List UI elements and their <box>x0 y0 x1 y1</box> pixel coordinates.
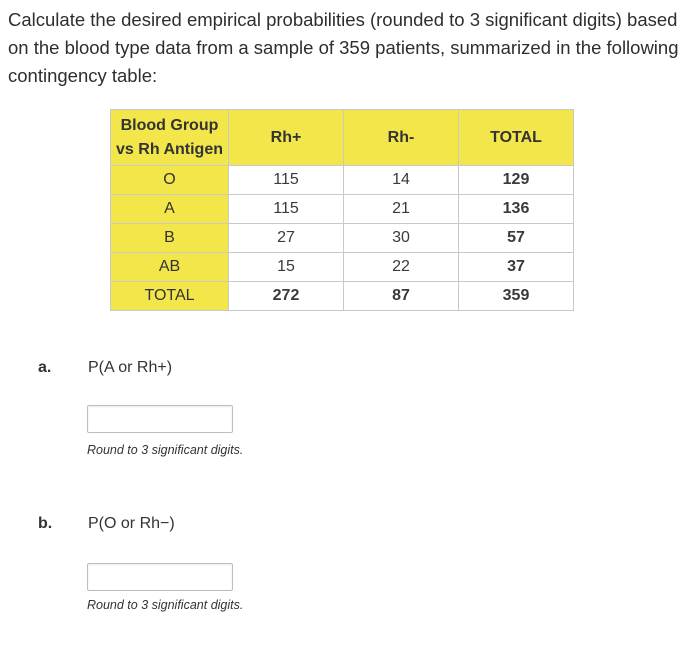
question-a-label: a. <box>38 359 52 376</box>
cell: 15 <box>229 253 344 282</box>
question-a-hint: Round to 3 significant digits. <box>87 443 244 457</box>
cell: 14 <box>344 166 459 195</box>
row-header-total: TOTAL <box>111 282 229 311</box>
table-row-total <box>111 282 574 311</box>
row-header-a: A <box>111 195 229 224</box>
problem-statement: Calculate the desired empirical probabilities (rounded to 3 significant digits) based on the blood type data from a sample of 359 patients, summarized in the following contingency table: <box>8 9 679 86</box>
column-header-total: TOTAL <box>459 110 574 166</box>
table-row <box>111 224 574 253</box>
question-b-label: b. <box>38 515 53 532</box>
cell: 21 <box>344 195 459 224</box>
cell: 37 <box>459 253 574 282</box>
row-header-ab: AB <box>111 253 229 282</box>
cell: 115 <box>229 195 344 224</box>
answer-input-a[interactable] <box>87 405 233 433</box>
table-header-row <box>111 110 574 166</box>
cell: 87 <box>344 282 459 311</box>
answer-input-b[interactable] <box>87 563 233 591</box>
row-header-b: B <box>111 224 229 253</box>
corner-header: Blood Group vs Rh Antigen <box>111 110 229 166</box>
cell: 22 <box>344 253 459 282</box>
table-row <box>111 195 574 224</box>
column-header-rh-negative: Rh- <box>344 110 459 166</box>
question-b-hint: Round to 3 significant digits. <box>87 598 244 612</box>
cell: 136 <box>459 195 574 224</box>
cell: 359 <box>459 282 574 311</box>
table-row <box>111 166 574 195</box>
cell: 30 <box>344 224 459 253</box>
cell: 115 <box>229 166 344 195</box>
cell: 57 <box>459 224 574 253</box>
column-header-rh-positive: Rh+ <box>229 110 344 166</box>
table-row <box>111 253 574 282</box>
cell: 27 <box>229 224 344 253</box>
question-a-text: P(A or Rh+) <box>88 359 173 376</box>
contingency-table <box>110 109 574 311</box>
question-b-text: P(O or Rh−) <box>88 515 175 532</box>
cell: 129 <box>459 166 574 195</box>
cell: 272 <box>229 282 344 311</box>
row-header-o: O <box>111 166 229 195</box>
